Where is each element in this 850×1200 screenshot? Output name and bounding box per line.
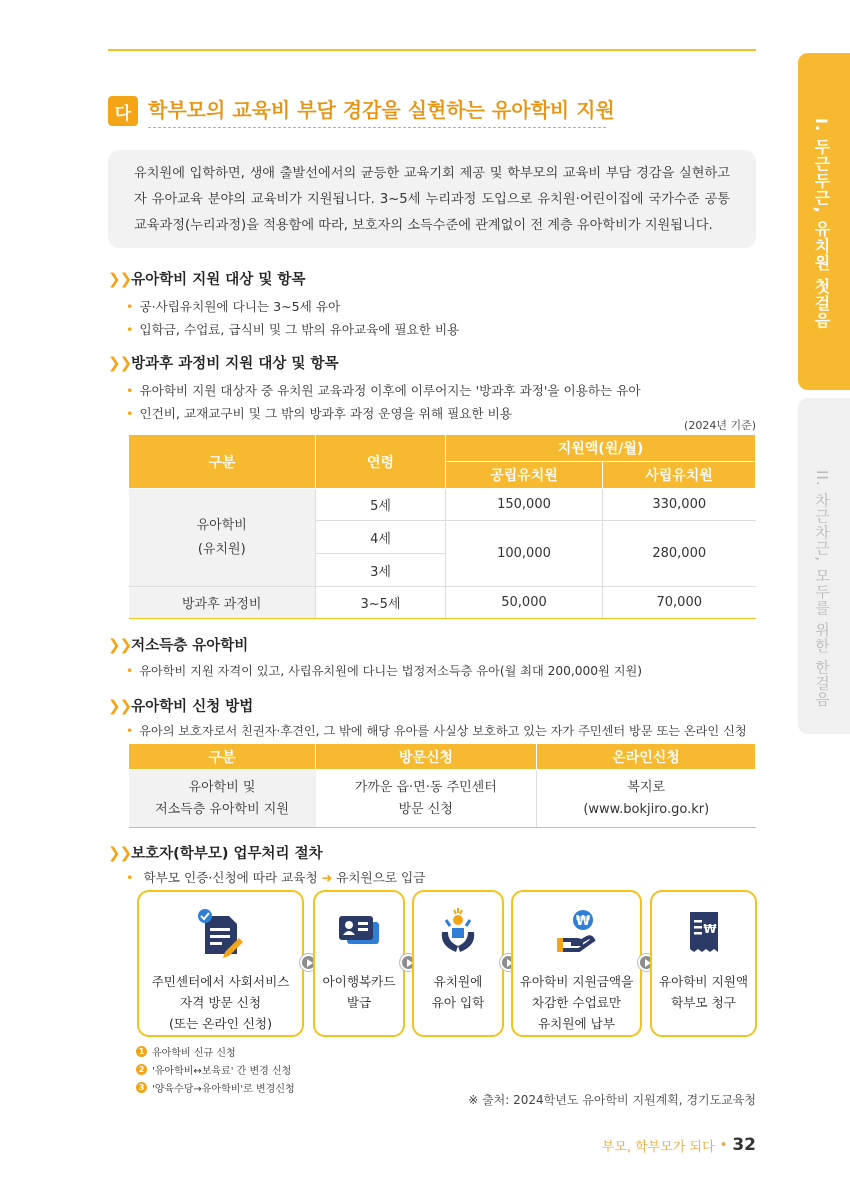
bullet-dot-icon: • — [719, 1137, 728, 1153]
note-text: '유아학비↔보육료' 간 변경 신청 — [152, 1066, 292, 1077]
subhead-label: 보호자(학부모) 업무처리 절차 — [131, 846, 323, 862]
process-step-text — [652, 971, 755, 1013]
subhead-apply — [108, 695, 253, 716]
bullet-text: 유치원으로 입금 — [336, 870, 426, 885]
child-hands-icon — [428, 906, 488, 958]
table-header: 사립유치원 — [603, 462, 756, 489]
note-item — [136, 1062, 291, 1077]
bullet-item: • 유아학비 지원 대상자 중 유치원 교육과정 이후에 이루어지는 '방과후 과정'을 이용하는 유아 — [126, 380, 641, 399]
table-header: 방문신청 — [316, 744, 537, 770]
document-pen-icon — [191, 906, 251, 958]
card-icon — [329, 906, 389, 958]
table-cell-age: 5세 — [316, 489, 446, 521]
group-label-line: (유치원) — [197, 541, 246, 557]
process-step-2 — [313, 890, 405, 1037]
step-line: 유치원에 — [433, 974, 483, 989]
table-cell-age: 3~5세 — [316, 587, 446, 619]
top-rule — [108, 49, 756, 51]
subhead-low-income — [108, 634, 248, 655]
bullet-text: 학부모 인증·신청에 따라 교육청 — [143, 870, 318, 885]
step-line: 아이행복카드 — [322, 974, 396, 989]
table-cell-label — [129, 770, 316, 828]
process-step-text — [139, 971, 302, 1034]
table-cell-public: 100,000 — [446, 521, 603, 587]
table-header: 공립유치원 — [446, 462, 603, 489]
subhead-support-target — [108, 268, 305, 289]
svg-text:₩: ₩ — [575, 914, 590, 929]
step-line: (또는 온라인 신청) — [169, 1016, 272, 1031]
step-line: 유아학비 지원액 — [658, 974, 749, 989]
page-footer — [602, 1135, 756, 1155]
step-line: 주민센터에서 사회서비스 — [151, 974, 290, 989]
table-cell-visit — [316, 770, 537, 828]
page-number: 32 — [732, 1135, 756, 1155]
subhead-label: 유아학비 지원 대상 및 항목 — [131, 272, 306, 288]
note-text: 유아학비 신규 신청 — [152, 1048, 236, 1059]
process-step-4 — [511, 890, 642, 1037]
process-step-1 — [137, 890, 304, 1037]
source-note: ※ 출처: 2024학년도 유아학비 지원계획, 경기도교육청 — [468, 1093, 756, 1107]
table-row — [129, 770, 756, 828]
step-line: 발급 — [346, 995, 372, 1010]
intro-box: 유치원에 입학하면, 생애 출발선에서의 균등한 교육기회 제공 및 학부모의 교육비 부담 경감을 실현하고자 유아교육 분야의 교육비가 지원됩니다. 3~5세 누리과정 도입으로 유치원·어린이집에 국가수준 공통 교육과정(누리과정)을 적용함에 따라, 보호자의 소득수준에 관계없이 전 계층 유아학비가 지원됩니다. — [108, 150, 756, 248]
double-chevron-icon: ❯ ❯ — [108, 635, 128, 654]
bullet-item: • 인건비, 교재교구비 및 그 밖의 방과후 과정 운영을 위해 필요한 비용 — [126, 403, 512, 422]
table-header: 구분 — [129, 435, 316, 489]
svg-text:₩: ₩ — [702, 922, 717, 936]
section-title: 학부모의 교육비 부담 경감을 실현하는 유아학비 지원 — [148, 98, 615, 122]
process-step-5 — [650, 890, 757, 1037]
step-line: 차감한 수업료만 — [531, 995, 622, 1010]
note-item — [136, 1044, 236, 1059]
table-cell-age: 4세 — [316, 521, 446, 554]
table-cell-public: 50,000 — [446, 587, 603, 619]
application-table — [128, 743, 756, 828]
subhead-label: 저소득층 유아학비 — [131, 638, 249, 654]
coin-hand-icon — [547, 906, 607, 958]
footer-title: 부모, 학부모가 되다 — [601, 1139, 715, 1155]
double-chevron-icon: ❯ ❯ — [108, 696, 128, 715]
table-cell-age: 3세 — [316, 554, 446, 587]
double-chevron-icon: ❯ ❯ — [108, 353, 128, 372]
side-tab-chapter-1-label: I. 두근두근, 유치원 첫걸음 — [812, 118, 831, 329]
step-line: 유치원에 납부 — [538, 1016, 615, 1031]
note-text: '양육수당→유아학비'로 변경신청 — [152, 1084, 295, 1095]
table-header: 구분 — [129, 744, 316, 770]
section-title-underline — [148, 127, 606, 128]
support-amount-table — [128, 434, 756, 619]
note-number: 1 — [136, 1046, 147, 1057]
table-row — [129, 587, 756, 619]
group-label-line: 유아학비 — [196, 517, 247, 533]
step-line: 학부모 청구 — [671, 995, 736, 1010]
cell-line: 복지로 — [627, 779, 666, 795]
step-line: 자격 방문 신청 — [180, 995, 261, 1010]
table-cell-online — [537, 770, 756, 828]
step-line: 유아학비 지원금액을 — [519, 974, 634, 989]
step-line: 유아 입학 — [431, 995, 485, 1010]
note-number: 2 — [136, 1064, 147, 1075]
table-cell-private: 330,000 — [603, 489, 756, 521]
right-arrow-icon: ➜ — [321, 870, 333, 885]
process-step-3 — [412, 890, 504, 1037]
table-header: 연령 — [316, 435, 446, 489]
double-chevron-icon: ❯ ❯ — [108, 843, 128, 862]
note-number: 3 — [136, 1082, 147, 1093]
year-note: (2024년 기준) — [684, 419, 756, 432]
subhead-label: 방과후 과정비 지원 대상 및 항목 — [131, 356, 339, 372]
side-tab-chapter-2-label: II. 차근차근, 모두를 위한 한걸음 — [813, 470, 831, 708]
cell-line: 가까운 읍·면·동 주민센터 — [354, 779, 497, 795]
bullet-item — [126, 867, 425, 886]
table-cell-private: 280,000 — [603, 521, 756, 587]
receipt-won-icon — [674, 906, 734, 958]
subhead-process — [108, 842, 323, 863]
bullet-item: • 입학금, 수업료, 급식비 및 그 밖의 유아교육에 필요한 비용 — [126, 319, 459, 338]
cell-line: 유아학비 및 — [188, 779, 256, 795]
double-chevron-icon: ❯ ❯ — [108, 269, 128, 288]
table-cell-group — [129, 489, 316, 587]
section-badge: 다 — [108, 96, 138, 126]
subhead-label: 유아학비 신청 방법 — [131, 699, 254, 715]
cell-line: 저소득층 유아학비 지원 — [155, 801, 289, 817]
table-cell-public: 150,000 — [446, 489, 603, 521]
table-header: 지원액(원/월) — [446, 435, 756, 462]
bokjiro-link[interactable]: (www.bokjiro.go.kr) — [583, 801, 710, 817]
table-header: 온라인신청 — [537, 744, 756, 770]
subhead-afterschool — [108, 352, 339, 373]
bullet-item: • 공·사립유치원에 다니는 3~5세 유아 — [126, 296, 340, 315]
bullet-item: • 유아학비 지원 자격이 있고, 사립유치원에 다니는 법정저소득층 유아(월 최대 200,000원 지원) — [126, 662, 642, 679]
process-step-text — [513, 971, 640, 1034]
table-row — [129, 489, 756, 521]
table-cell-label: 방과후 과정비 — [129, 587, 316, 619]
note-item — [136, 1080, 295, 1095]
table-cell-private: 70,000 — [603, 587, 756, 619]
cell-line: 방문 신청 — [398, 801, 453, 817]
bullet-item: • 유아의 보호자로서 친권자·후견인, 그 밖에 해당 유아를 사실상 보호하고 있는 자가 주민센터 방문 또는 온라인 신청 — [126, 722, 747, 739]
process-step-text — [315, 971, 403, 1013]
process-step-text — [414, 971, 502, 1013]
